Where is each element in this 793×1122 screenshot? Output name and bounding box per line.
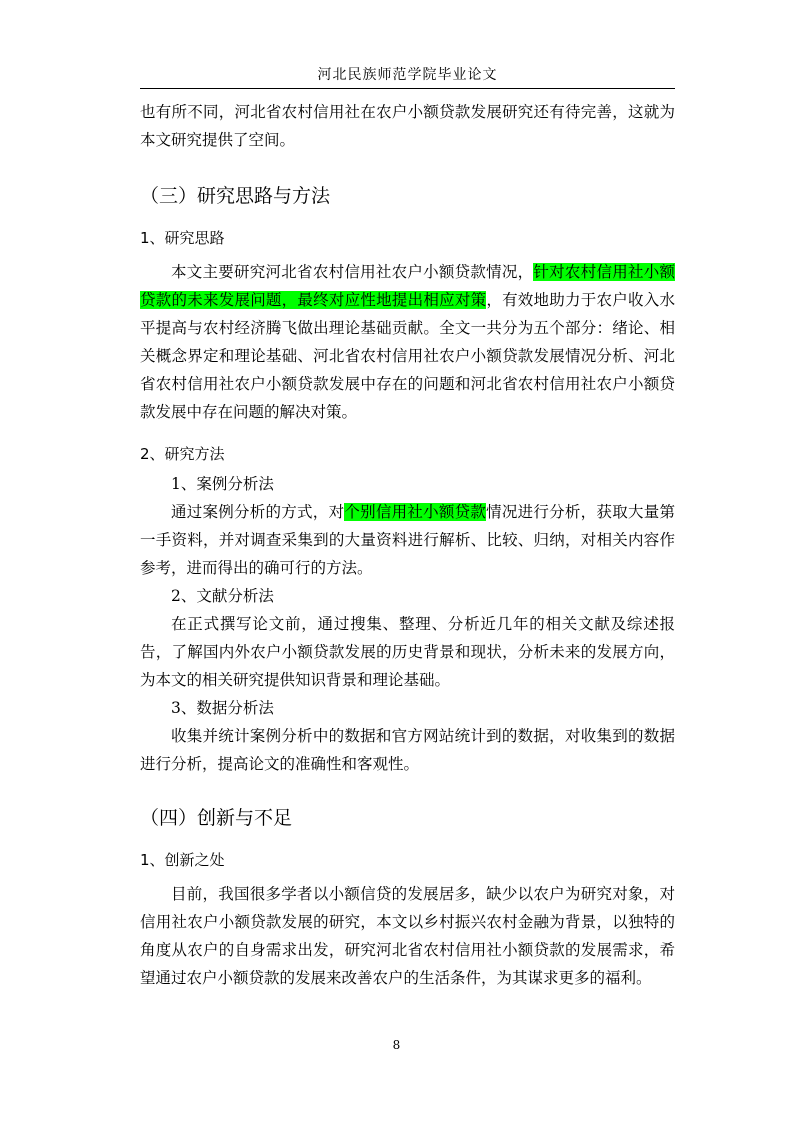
research-approach-paragraph [140, 258, 675, 426]
method-case-paragraph [140, 498, 675, 582]
continuation-paragraph: 也有所不同，河北省农村信用社在农户小额贷款发展研究还有待完善，这就为本文研究提供了空间。 [140, 103, 675, 149]
highlighted-text: 个别信用社小额贷款 [344, 503, 487, 521]
page-content [140, 98, 675, 992]
page-header: 河北民族师范学院毕业论文 [317, 67, 498, 83]
section-heading-3: （三）研究思路与方法 [140, 185, 331, 207]
method-title-data: 3、数据分析法 [171, 699, 274, 717]
subheading-innovation: 1、创新之处 [140, 851, 225, 869]
highlighted-text: 针对农村信用社小额贷款的未来发展问题，最终对应性地提出相应对策 [140, 263, 675, 309]
para-text-b: ，有效地助力于农户收入水平提高与农村经济腾飞做出理论基础贡献。全文一共分为五个部分：绪论、相关概念界定和理论基础、河北省农村信用社农户小额贷款发展情况分析、河北省农村信用社农户小额贷款发展中存在的问题和河北省农村信用社农户小额贷款发展中存在问题的解决对策。 [140, 291, 675, 421]
page-number: 8 [392, 1038, 401, 1052]
method-data-paragraph: 收集并统计案例分析中的数据和官方网站统计到的数据，对收集到的数据进行分析，提高论文的准确性和客观性。 [140, 727, 675, 773]
method-case-a: 通过案例分析的方式，对 [171, 503, 345, 521]
subheading-research-methods: 2、研究方法 [140, 445, 225, 463]
innovation-paragraph: 目前，我国很多学者以小额信贷的发展居多，缺少以农户为研究对象，对信用社农户小额贷款发展的研究，本文以乡村振兴农村金融为背景，以独特的角度从农户的自身需求出发，研究河北省农村信用社小额贷款的发展需求，希望通过农户小额贷款的发展来改善农户的生活条件，为其谋求更多的福利。 [140, 885, 675, 987]
method-title-literature: 2、文献分析法 [171, 587, 274, 605]
para-text-a: 本文主要研究河北省农村信用社农户小额贷款情况， [171, 263, 534, 281]
header-rule [140, 88, 675, 89]
method-literature-paragraph: 在正式撰写论文前，通过搜集、整理、分析近几年的相关文献及综述报告，了解国内外农户小额贷款发展的历史背景和现状，分析未来的发展方向，为本文的相关研究提供知识背景和理论基础。 [140, 615, 675, 689]
subheading-research-approach: 1、研究思路 [140, 229, 225, 247]
method-case-b: 情况进行分析，获取大量第一手资料，并对调查采集到的大量资料进行解析、比较、归纳，对相关内容作参考，进而得出的确可行的方法。 [140, 503, 675, 577]
method-title-case: 1、案例分析法 [171, 475, 274, 493]
section-heading-4: （四）创新与不足 [140, 807, 293, 829]
